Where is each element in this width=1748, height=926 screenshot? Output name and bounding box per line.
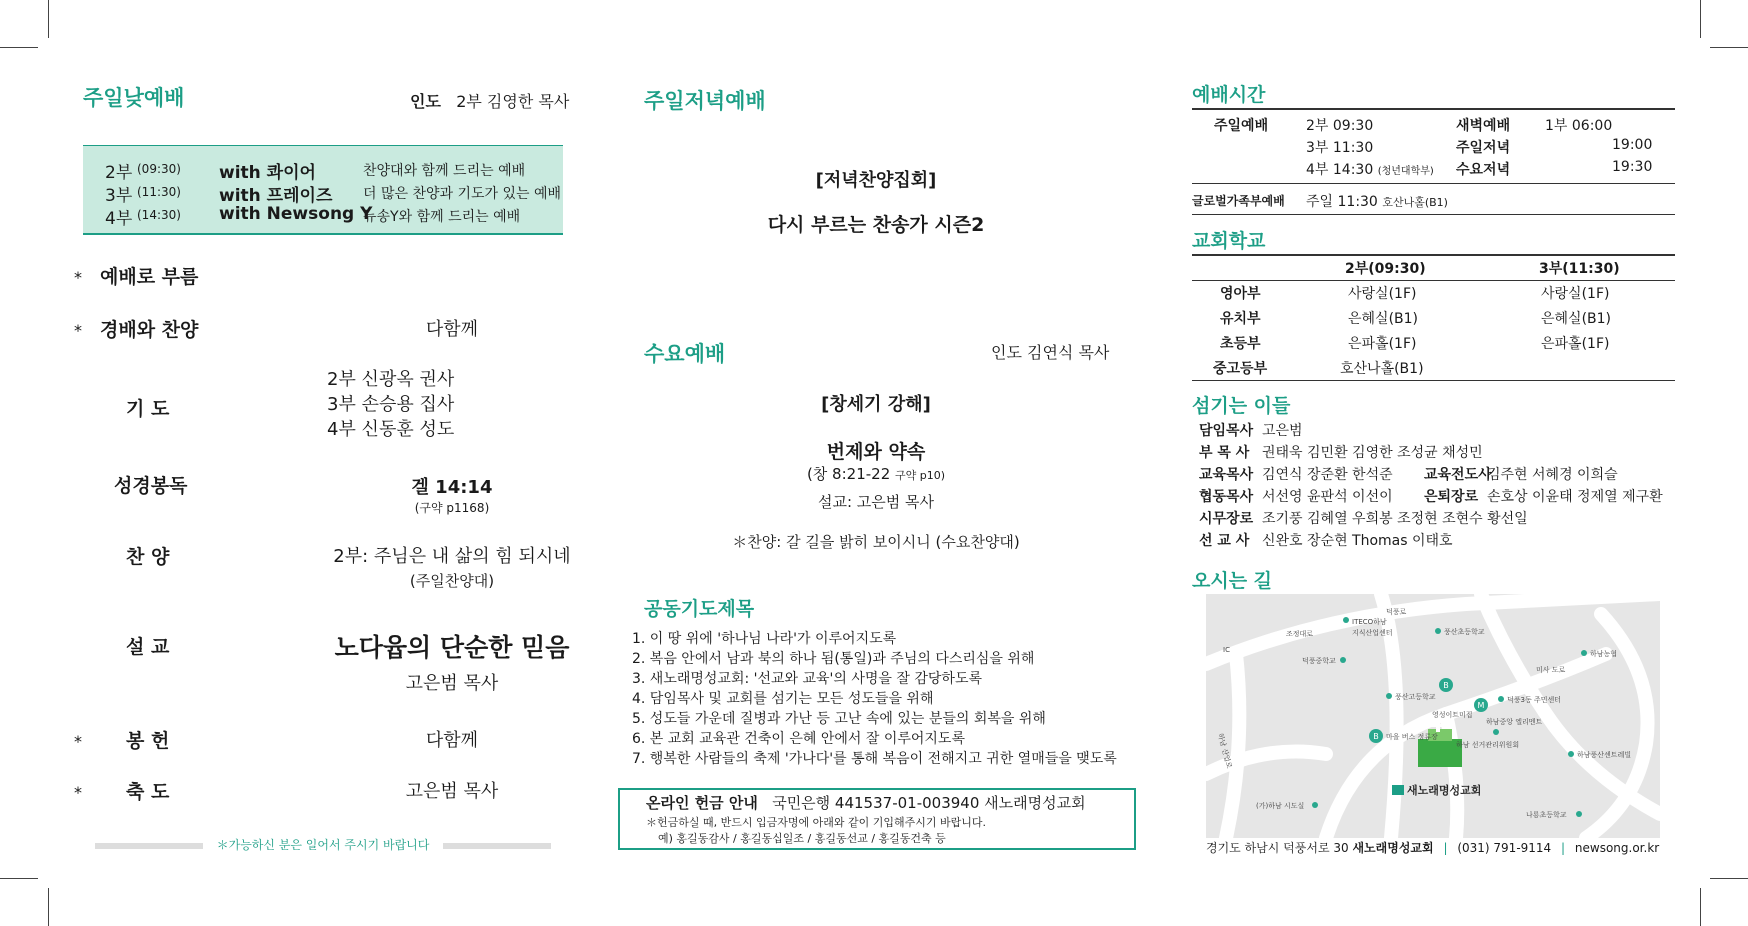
order-label: 성경봉독: [114, 475, 188, 497]
map-label: 마을 버스 정류장: [1386, 733, 1438, 741]
map-label: 영성이트미집: [1432, 711, 1473, 719]
school-dept: 영아부: [1220, 286, 1261, 302]
global-service-time: [1306, 191, 1448, 211]
sunday-service-title: 주일낮예배: [83, 86, 185, 110]
separator: |: [1561, 841, 1566, 855]
prayer-topics-title: 공동기도제목: [644, 598, 755, 620]
sunday-leader: [410, 89, 569, 112]
wednesday-service-title: 수요예배: [644, 342, 726, 366]
times-row-value: 4부 14:30: [1306, 162, 1374, 178]
divider: [1192, 108, 1675, 110]
service-times-title: 예배시간: [1192, 84, 1266, 106]
order-prayer: [72, 367, 572, 447]
service-part: 4부: [105, 209, 133, 229]
address: 경기도 하남시 덕풍서로 30: [1206, 841, 1349, 855]
evening-subtitle: [저녁찬양집회]: [815, 170, 937, 191]
svg-text:B: B: [1373, 732, 1379, 741]
order-value: 고은범 목사: [405, 781, 499, 802]
stand-mark: *: [74, 732, 82, 751]
crop-mark: [48, 888, 49, 926]
map-label: 지식산업센터: [1352, 629, 1393, 637]
wednesday-preacher: 설교: 고은범 목사: [817, 493, 935, 511]
school-room: 은혜실(B1): [1541, 311, 1612, 327]
order-label: 예배로 부름: [100, 266, 199, 288]
divider: [1192, 183, 1675, 184]
wednesday-anthem: ＊찬양: 갈 길을 밝히 보이시니 (수요찬양대): [732, 533, 1020, 551]
school-dept: 중고등부: [1213, 361, 1268, 377]
order-benediction: [72, 777, 572, 807]
map-graphic: [1206, 594, 1660, 838]
offering-account: 국민은행 441537-01-003940 새노래명성교회: [772, 794, 1086, 812]
order-label: 봉 헌: [126, 730, 170, 752]
school-header: 3부(11:30): [1539, 261, 1620, 277]
staff-role: 교육전도사: [1424, 467, 1492, 483]
evening-service-title: 주일저녁예배: [644, 89, 766, 113]
crop-mark: [0, 878, 38, 879]
map-label: 덕풍로: [1386, 608, 1407, 616]
times-right-value: 19:00: [1612, 137, 1653, 153]
school-header: 2부(09:30): [1345, 261, 1426, 277]
stand-mark: *: [74, 321, 82, 340]
directions-title: 오시는 길: [1192, 570, 1273, 592]
global-place: 호산나홀(B1): [1382, 196, 1448, 209]
order-value: 다함께: [425, 730, 479, 751]
order-label: 찬 양: [126, 546, 170, 568]
offering-example: 예) 홍길동감사 / 홍길동십일조 / 홍길동선교 / 홍길동건축 등: [658, 832, 946, 845]
online-offering-box: [618, 788, 1136, 850]
prayer-item: 7. 행복한 사람들의 축제 '가나다'를 통해 복음이 전해지고 귀한 열매들을 맺도록: [632, 751, 1117, 767]
footer-bar-right: [443, 843, 551, 849]
prayer-item: 4. 담임목사 및 교회를 섬기는 모든 성도들을 위해: [632, 691, 934, 707]
prayer-person: 3부 손승용 집사: [327, 394, 455, 415]
order-label: 기 도: [126, 398, 170, 420]
phone[interactable]: (031) 791-9114: [1457, 841, 1552, 855]
staff-role: 은퇴장로: [1424, 489, 1479, 505]
location-map[interactable]: [1206, 594, 1660, 838]
school-dept: 초등부: [1220, 336, 1261, 352]
service-part: 3부: [105, 186, 133, 206]
staff-names: 신완호 장순현 Thomas 이태호: [1262, 533, 1453, 549]
service-time: (11:30): [137, 185, 181, 199]
staff-role: 부 목 사: [1199, 445, 1250, 461]
times-row: 2부 09:30: [1306, 118, 1374, 134]
order-label: 설 교: [126, 636, 170, 658]
times-row: 3부 11:30: [1306, 140, 1374, 156]
staff-names: 김주현 서혜경 이희슬: [1487, 467, 1618, 483]
map-label: IC: [1223, 646, 1230, 654]
wednesday-leader: 인도 김연식 목사: [991, 343, 1110, 362]
wednesday-series: [창세기 강해]: [821, 394, 931, 415]
service-time: (14:30): [137, 208, 181, 222]
offering-title: 온라인 헌금 안내: [646, 794, 758, 812]
reading-page: (구약 p1168): [414, 501, 490, 515]
crop-mark: [1700, 0, 1701, 38]
staff-role: 협동목사: [1199, 489, 1254, 505]
staff-names: 고은범: [1262, 423, 1303, 439]
leader-label: 인도: [410, 92, 441, 111]
prayer-list: [327, 367, 454, 442]
map-label: (가)하남 시도실: [1256, 802, 1305, 810]
service-time: (09:30): [137, 162, 181, 176]
school-room: 사랑실(1F): [1348, 286, 1417, 302]
order-anthem: [72, 542, 572, 592]
service-part: 2부: [105, 163, 133, 183]
stand-mark: *: [74, 783, 82, 802]
times-right-label: 새벽예배: [1456, 118, 1511, 134]
service-desc: 더 많은 찬양과 기도가 있는 예배: [363, 186, 562, 202]
global-time: 주일 11:30: [1306, 194, 1378, 210]
times-right-value: 19:30: [1612, 159, 1653, 175]
map-label: 조정대로: [1286, 630, 1314, 638]
school-room: 은파홀(1F): [1348, 336, 1417, 352]
school-dept: 유치부: [1220, 311, 1261, 327]
crop-mark: [0, 47, 38, 48]
map-church-label: 새노래명성교회: [1407, 784, 1482, 797]
sermon-preacher: 고은범 목사: [405, 673, 499, 694]
prayer-person: 4부 신동훈 성도: [327, 419, 455, 440]
map-label: 하남중앙 엘리멘트: [1486, 718, 1543, 726]
map-label: 하남농협: [1590, 650, 1618, 658]
svg-text:M: M: [1477, 701, 1485, 710]
order-reading: [72, 471, 572, 521]
order-label: 경배와 찬양: [100, 319, 199, 341]
times-row-sub: (청년대학부): [1377, 166, 1434, 177]
anthem-title: 2부: 주님은 내 삶의 힘 되시네: [333, 546, 571, 567]
order-sermon: [72, 628, 572, 698]
wednesday-sermon: 번제와 약속: [826, 441, 926, 463]
stand-mark: *: [74, 268, 82, 287]
order-label: 축 도: [126, 781, 170, 803]
reading-ref: 겔 14:14: [411, 477, 493, 498]
prayer-item: 6. 본 교회 교육관 건축이 은혜 안에서 잘 이루어지도록: [632, 731, 965, 747]
times-right-label: 수요저녁: [1456, 162, 1511, 178]
prayer-person: 2부 신광옥 권사: [327, 369, 455, 390]
prayer-item: 3. 새노래명성교회: '선교와 교육'의 사명을 잘 감당하도록: [632, 671, 982, 687]
staff-names: 손호상 이윤태 정제열 제구환: [1487, 489, 1663, 505]
service-desc: 찬양대와 함께 드리는 예배: [363, 163, 526, 179]
staff-role: 교육목사: [1199, 467, 1254, 483]
map-label: 풍산고등학교: [1395, 693, 1436, 701]
prayer-item: 2. 복음 안에서 남과 북의 하나 됨(통일)과 주님의 다스리심을 위해: [632, 651, 1035, 667]
times-sunday-label: 주일예배: [1214, 118, 1269, 134]
staff-names: 서선영 윤판석 이선이: [1262, 489, 1393, 505]
website-link[interactable]: newsong.or.kr: [1574, 841, 1660, 855]
crop-mark: [48, 0, 49, 38]
offering-note: ＊헌금하실 때, 반드시 입금자명에 아래와 같이 기입해주시기 바랍니다.: [646, 816, 986, 829]
service-with: with 프레이즈: [219, 186, 333, 206]
map-label: 나룡초등학교: [1526, 811, 1567, 819]
map-label: 하남 선거관리위원회: [1456, 741, 1520, 749]
staff-names: 권태욱 김민환 김영한 조성균 채성민: [1262, 445, 1483, 461]
staff-role: 담임목사: [1199, 423, 1254, 439]
service-desc: 뉴송Y와 함께 드리는 예배: [363, 209, 521, 225]
divider: [1192, 214, 1675, 215]
staff-names: 조기풍 김혜열 우희봉 조정현 조현수 황선일: [1262, 511, 1528, 527]
footer-bar-left: [95, 843, 203, 849]
sermon-title: 노다윱의 단순한 믿음: [334, 633, 570, 662]
svg-text:B: B: [1443, 681, 1449, 690]
staff-names: 김연식 장준환 한석준: [1262, 467, 1393, 483]
church-name: 새노래명성교회: [1352, 841, 1434, 855]
map-label: 하남풍산센트레빌: [1577, 751, 1632, 759]
separator: |: [1443, 841, 1448, 855]
service-with: with 콰이어: [219, 163, 316, 183]
school-room: 호산나홀(B1): [1340, 361, 1424, 377]
divider: [1192, 380, 1675, 381]
wednesday-ref: [616, 463, 1136, 484]
service-times-box: [83, 145, 563, 235]
contact-footer: [1206, 839, 1659, 856]
order-call: [72, 262, 572, 292]
crop-mark: [1710, 878, 1748, 879]
times-right-value: 1부 06:00: [1545, 118, 1613, 134]
divider: [1192, 280, 1675, 281]
divider: [1192, 254, 1675, 256]
prayer-item: 1. 이 땅 위에 '하나님 나라'가 이루어지도록: [632, 631, 897, 647]
staff-role: 선 교 사: [1199, 533, 1250, 549]
anthem-choir: (주일찬양대): [409, 572, 495, 590]
crop-mark: [1710, 47, 1748, 48]
school-room: 사랑실(1F): [1541, 286, 1610, 302]
offering-header: [646, 792, 1086, 813]
order-value: 다함께: [425, 319, 479, 340]
school-room: 은혜실(B1): [1348, 311, 1419, 327]
map-label: ITECO하남: [1352, 618, 1387, 626]
order-worship: [72, 315, 572, 345]
ref-page: 구약 p10): [895, 469, 946, 482]
ref-verse: (창 8:21-22: [806, 465, 891, 483]
map-label: 풍산초등학교: [1444, 628, 1485, 636]
crop-mark: [1700, 888, 1701, 926]
prayer-item: 5. 성도들 가운데 질병과 가난 등 고난 속에 있는 분들의 회복을 위해: [632, 711, 1046, 727]
map-label: 덕풍3동 주민센터: [1507, 696, 1562, 704]
global-service-label: 글로벌가족부예배: [1192, 194, 1285, 208]
service-with: with Newsong Y: [219, 204, 373, 224]
standing-note: ＊가능하신 분은 일어서 주시기 바랍니다: [216, 838, 430, 852]
leader-name: 2부 김영한 목사: [456, 92, 570, 111]
map-label: 하남 산업로: [1216, 732, 1234, 770]
staff-role: 시무장로: [1199, 511, 1254, 527]
order-offering: [72, 726, 572, 756]
map-label: 덕풍중학교: [1302, 657, 1336, 665]
church-school-title: 교회학교: [1192, 230, 1266, 252]
evening-program: 다시 부르는 찬송가 시즌2: [767, 214, 985, 236]
map-label: 미사 도로: [1536, 666, 1566, 674]
school-room: 은파홀(1F): [1541, 336, 1610, 352]
times-right-label: 주일저녁: [1456, 140, 1511, 156]
times-row: [1306, 159, 1434, 179]
staff-title: 섬기는 이들: [1192, 395, 1291, 417]
